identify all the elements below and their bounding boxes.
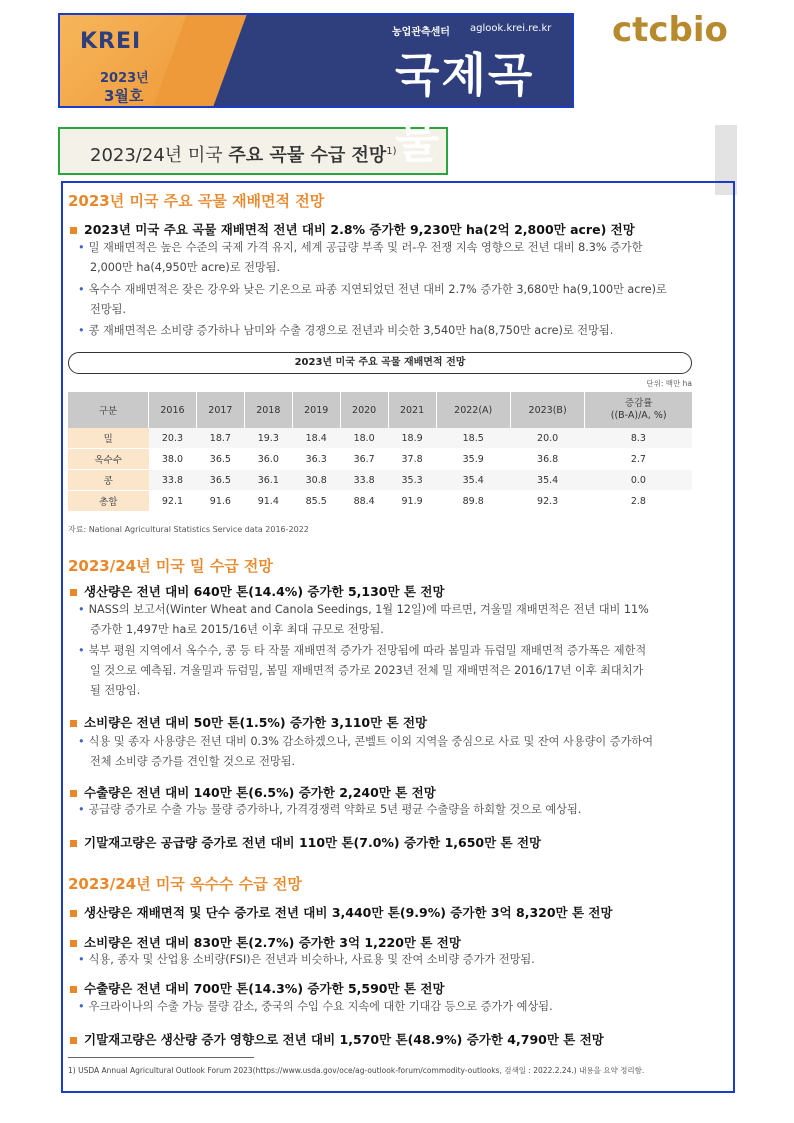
table-cell: 2.8 bbox=[585, 491, 692, 512]
table-cell: 36.5 bbox=[196, 470, 244, 491]
page-title-box bbox=[58, 127, 448, 175]
main-bullet-text: 2023년 미국 주요 곡물 재배면적 전년 대비 2.8% 증가한 9,230만 ha(2억 2,800만 acre) 전망 bbox=[84, 222, 635, 237]
dot-bullet-icon: • bbox=[78, 324, 85, 337]
main-bullet bbox=[70, 933, 461, 951]
dot-bullet-icon: • bbox=[78, 283, 85, 296]
table-cell: 35.4 bbox=[436, 470, 510, 491]
table-cell: 92.3 bbox=[510, 491, 584, 512]
table-cell: 2.7 bbox=[585, 449, 692, 470]
main-bullet-text: 소비량은 전년 대비 50만 톤(1.5%) 증가한 3,110만 톤 전망 bbox=[84, 715, 428, 730]
table-cell: 0.0 bbox=[585, 470, 692, 491]
table-row bbox=[68, 491, 692, 512]
page-title-bold: 주요 곡물 수급 전망 bbox=[228, 145, 387, 166]
table-cell: 35.9 bbox=[436, 449, 510, 470]
center-name: 농업관측센터 bbox=[392, 27, 450, 38]
dot-bullet-icon: • bbox=[78, 803, 85, 816]
sub-bullet bbox=[78, 280, 708, 320]
table-cell: 38.0 bbox=[149, 449, 197, 470]
table-row-label: 콩 bbox=[68, 470, 149, 491]
table-cell: 30.8 bbox=[292, 470, 340, 491]
sub-bullet-text: 식용 및 종자 사용량은 전년 대비 0.3% 감소하겠으나, 콘벨트 이외 지역을 중심으로 사료 및 잔여 사용량이 증가하여 bbox=[88, 735, 654, 748]
square-bullet-icon bbox=[70, 227, 77, 234]
table-cell: 35.3 bbox=[388, 470, 436, 491]
dot-bullet-icon: • bbox=[78, 644, 85, 657]
ctcbio-logo: ctcbio bbox=[612, 10, 728, 50]
section-heading-wheat: 2023/24년 미국 밀 수급 전망 bbox=[68, 557, 273, 575]
square-bullet-icon bbox=[70, 790, 77, 797]
sub-bullet-text: 공급량 증가로 수출 가능 물량 증가하나, 가격경쟁력 약화로 5년 평균 수출량을 하회할 것으로 예상됨. bbox=[88, 803, 582, 816]
dot-bullet-icon: • bbox=[78, 735, 85, 748]
main-bullet bbox=[70, 582, 445, 600]
table-cell: 36.3 bbox=[292, 449, 340, 470]
table-cell: 92.1 bbox=[149, 491, 197, 512]
table-cell: 36.8 bbox=[510, 449, 584, 470]
table-row-label: 밀 bbox=[68, 428, 149, 449]
table-cell: 33.8 bbox=[149, 470, 197, 491]
table-cell: 8.3 bbox=[585, 428, 692, 449]
publication-title: 국제곡물 bbox=[395, 48, 535, 168]
table-cell: 36.0 bbox=[244, 449, 292, 470]
table-cell: 36.5 bbox=[196, 449, 244, 470]
table-cell: 18.0 bbox=[340, 428, 388, 449]
main-bullet bbox=[70, 979, 445, 997]
table-cell: 91.6 bbox=[196, 491, 244, 512]
dot-bullet-icon: • bbox=[78, 603, 85, 616]
table-header-row bbox=[68, 392, 692, 428]
sub-bullet bbox=[78, 641, 708, 701]
table-cell: 18.4 bbox=[292, 428, 340, 449]
table-cell: 33.8 bbox=[340, 470, 388, 491]
table-row bbox=[68, 449, 692, 470]
table-cell: 19.3 bbox=[244, 428, 292, 449]
sub-bullet-text: 식용, 종자 및 산업용 소비량(FSI)은 전년과 비슷하나, 사료용 및 잔여 소비량 증가가 전망됨. bbox=[88, 953, 535, 966]
table-header-cell: 2019 bbox=[292, 392, 340, 428]
table-row-label: 옥수수 bbox=[68, 449, 149, 470]
main-bullet-text: 생산량은 전년 대비 640만 톤(14.4%) 증가한 5,130만 톤 전망 bbox=[84, 584, 445, 599]
section-heading-corn: 2023/24년 미국 옥수수 수급 전망 bbox=[68, 875, 302, 893]
table-header-cell: 2017 bbox=[196, 392, 244, 428]
table-cell: 88.4 bbox=[340, 491, 388, 512]
table-cell: 91.4 bbox=[244, 491, 292, 512]
sub-bullet bbox=[78, 321, 708, 341]
table-header-cell bbox=[585, 392, 692, 428]
square-bullet-icon bbox=[70, 589, 77, 596]
issue-year: 2023년 bbox=[100, 71, 149, 86]
sub-bullet bbox=[78, 732, 708, 772]
table-cell: 20.0 bbox=[510, 428, 584, 449]
main-bullet bbox=[70, 903, 613, 921]
change-formula: ((B-A)/A, %) bbox=[610, 410, 667, 421]
table-cell: 18.7 bbox=[196, 428, 244, 449]
table-header-cell: 2023(B) bbox=[510, 392, 584, 428]
table-cell: 20.3 bbox=[149, 428, 197, 449]
dot-bullet-icon: • bbox=[78, 241, 85, 254]
table-row-label: 총합 bbox=[68, 491, 149, 512]
page-title-prefix: 2023/24년 미국 bbox=[90, 145, 229, 166]
site-url: aglook.krei.re.kr bbox=[470, 23, 552, 34]
table-cell: 18.9 bbox=[388, 428, 436, 449]
table-cell: 36.1 bbox=[244, 470, 292, 491]
square-bullet-icon bbox=[70, 720, 77, 727]
area-table bbox=[68, 392, 692, 512]
dot-bullet-icon: • bbox=[78, 953, 85, 966]
main-bullet-text: 수출량은 전년 대비 140만 톤(6.5%) 증가한 2,240만 톤 전망 bbox=[84, 785, 436, 800]
footnote: 1) USDA Annual Agricultural Outlook Forum 2023(https://www.usda.gov/oce/ag-outlook-forum/commodity-outlooks, 검색일 : 2022.2.24.) 내용을 요약 정리함. bbox=[68, 1066, 645, 1075]
square-bullet-icon bbox=[70, 910, 77, 917]
footnote-marker: 1) bbox=[386, 146, 397, 157]
table-cell: 91.9 bbox=[388, 491, 436, 512]
sub-bullet bbox=[78, 238, 708, 278]
section-heading-area: 2023년 미국 주요 곡물 재배면적 전망 bbox=[68, 192, 325, 210]
table-header-cell: 2016 bbox=[149, 392, 197, 428]
sub-bullet bbox=[78, 997, 708, 1017]
square-bullet-icon bbox=[70, 940, 77, 947]
table-row bbox=[68, 470, 692, 491]
change-label: 증감률 bbox=[624, 398, 653, 409]
main-bullet bbox=[70, 1030, 604, 1048]
sub-bullet-text: 전체 소비량 증가를 견인할 것으로 전망됨. bbox=[90, 755, 296, 768]
sub-bullet-text: 전망됨. bbox=[90, 303, 126, 316]
footnote-divider bbox=[68, 1057, 254, 1058]
sub-bullet-text: 옥수수 재배면적은 잦은 강우와 낮은 기온으로 파종 지연되었던 전년 대비 2.7% 증가한 3,680만 ha(9,100만 acre)로 bbox=[88, 283, 667, 296]
table-header-cell: 구분 bbox=[68, 392, 149, 428]
table-header-cell: 2021 bbox=[388, 392, 436, 428]
sub-bullet-text: 일 것으로 예측됨. 겨울밀과 듀럼밀, 봄밀 재배면적 증가로 2023년 전체 밀 재배면적은 2016/17년 이후 최대치가 bbox=[90, 664, 644, 677]
table-title: 2023년 미국 주요 곡물 재배면적 전망 bbox=[68, 352, 692, 374]
main-bullet-text: 소비량은 전년 대비 830만 톤(2.7%) 증가한 3억 1,220만 톤 전망 bbox=[84, 935, 461, 950]
square-bullet-icon bbox=[70, 840, 77, 847]
table-row bbox=[68, 428, 692, 449]
issue-month: 3월호 bbox=[104, 87, 144, 105]
sub-bullet-text: 우크라이나의 수출 가능 물량 감소, 중국의 수입 수요 지속에 대한 기대감 등으로 증가가 예상됨. bbox=[88, 1000, 553, 1013]
main-bullet-text: 생산량은 재배면적 및 단수 증가로 전년 대비 3,440만 톤(9.9%) 증가한 3억 8,320만 톤 전망 bbox=[84, 905, 613, 920]
sub-bullet bbox=[78, 600, 708, 640]
main-bullet-text: 기말재고량은 생산량 증가 영향으로 전년 대비 1,570만 톤(48.9%) 증가한 4,790만 톤 전망 bbox=[84, 1032, 604, 1047]
table-cell: 85.5 bbox=[292, 491, 340, 512]
main-bullet bbox=[70, 220, 635, 238]
sub-bullet-text: 밀 재배면적은 높은 수준의 국제 가격 유지, 세계 공급량 부족 및 러-우 전쟁 지속 영향으로 전년 대비 8.3% 증가한 bbox=[88, 241, 643, 254]
krei-logo: KREI bbox=[80, 29, 142, 54]
table-cell: 35.4 bbox=[510, 470, 584, 491]
sub-bullet-text: 2,000만 ha(4,950만 acre)로 전망됨. bbox=[90, 261, 281, 274]
square-bullet-icon bbox=[70, 986, 77, 993]
table-cell: 89.8 bbox=[436, 491, 510, 512]
table-header-cell: 2022(A) bbox=[436, 392, 510, 428]
square-bullet-icon bbox=[70, 1037, 77, 1044]
table-cell: 36.7 bbox=[340, 449, 388, 470]
main-bullet bbox=[70, 783, 436, 801]
sub-bullet bbox=[78, 800, 708, 820]
table-header-cell: 2020 bbox=[340, 392, 388, 428]
sub-bullet bbox=[78, 950, 708, 970]
page-title bbox=[90, 141, 397, 167]
sub-bullet-text: NASS의 보고서(Winter Wheat and Canola Seedings, 1월 12일)에 따르면, 겨울밀 재배면적은 전년 대비 11% bbox=[88, 603, 649, 616]
main-bullet bbox=[70, 833, 541, 851]
sub-bullet-text: 콩 재배면적은 소비량 증가하나 남미와 수출 경쟁으로 전년과 비슷한 3,540만 ha(8,750만 acre)로 전망됨. bbox=[88, 324, 614, 337]
sub-bullet-text: 될 전망임. bbox=[90, 684, 141, 697]
table-cell: 37.8 bbox=[388, 449, 436, 470]
sub-bullet-text: 증가한 1,497만 ha로 2015/16년 이후 최대 규모로 전망됨. bbox=[90, 623, 384, 636]
main-bullet-text: 기말재고량은 공급량 증가로 전년 대비 110만 톤(7.0%) 증가한 1,650만 톤 전망 bbox=[84, 835, 542, 850]
dot-bullet-icon: • bbox=[78, 1000, 85, 1013]
main-bullet bbox=[70, 713, 427, 731]
table-header-cell: 2018 bbox=[244, 392, 292, 428]
table-source: 자료: National Agricultural Statistics Service data 2016-2022 bbox=[68, 525, 309, 534]
sub-bullet-text: 북부 평원 지역에서 옥수수, 콩 등 타 작물 재배면적 증가가 전망됨에 따라 봄밀과 듀럼밀 재배면적 증가폭은 제한적 bbox=[88, 644, 647, 657]
table-unit: 단위: 백만 ha bbox=[646, 379, 692, 388]
main-bullet-text: 수출량은 전년 대비 700만 톤(14.3%) 증가한 5,590만 톤 전망 bbox=[84, 981, 445, 996]
table-cell: 18.5 bbox=[436, 428, 510, 449]
